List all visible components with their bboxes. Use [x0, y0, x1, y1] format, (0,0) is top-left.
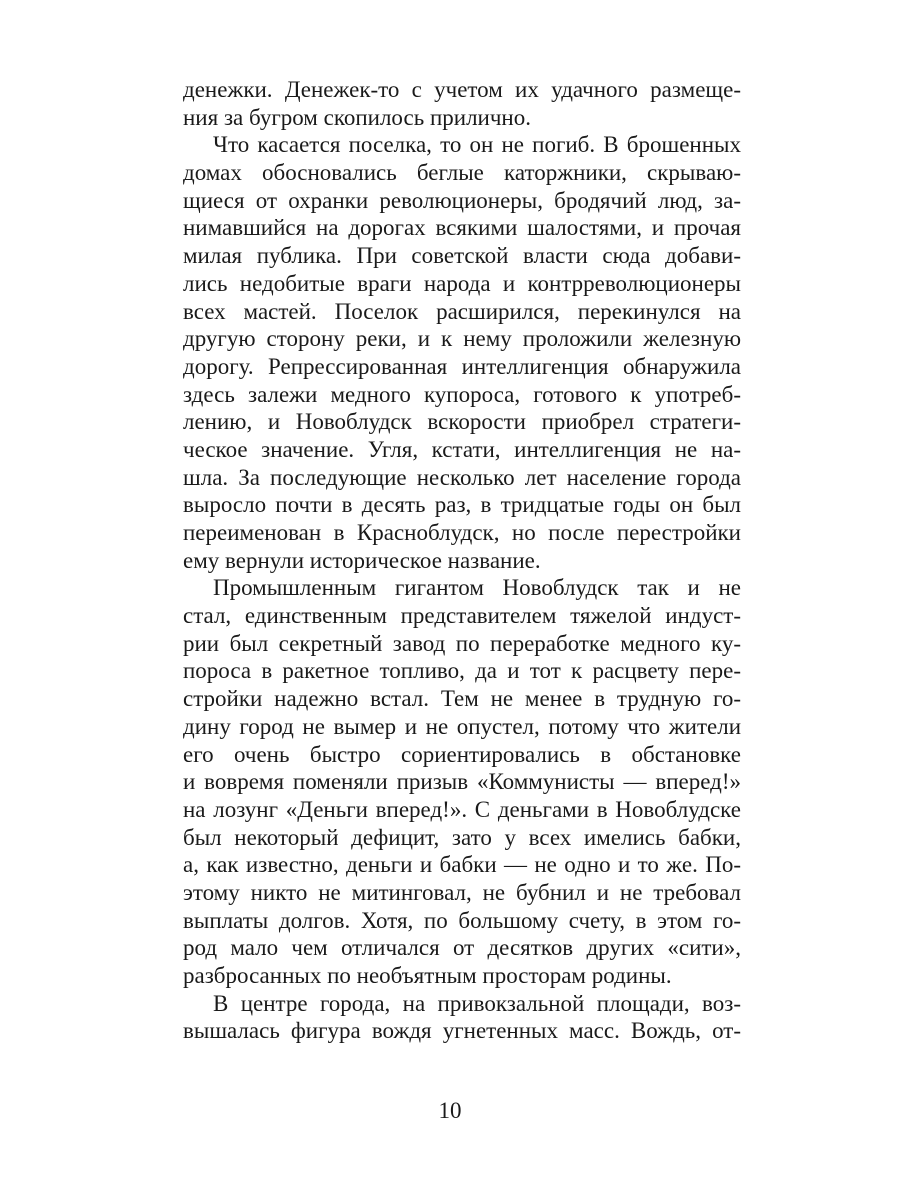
text-line: стал, единственным представителем тяжелой индуст-: [183, 603, 741, 629]
text-line: лению, и Новоблудск вскорости приобрел стратеги-: [183, 409, 741, 435]
text-line: денежки. Денежек-то с учетом их удачного размеще-: [183, 77, 741, 102]
text-line: этому никто не митинговал, не бубнил и не требовал: [183, 879, 741, 905]
text-line: был некоторый дефицит, зато у всех имелись бабки,: [183, 824, 741, 850]
text-line: щиеся от охранки революционеры, бродячий люд, за-: [183, 187, 741, 213]
text-line: переименован в Красноблудск, но после перестройки: [183, 520, 741, 545]
text-line: ния за бугром скопилось прилично.: [183, 104, 531, 130]
text-line: дорогу. Репрессированная интеллигенция обнаружила: [183, 353, 741, 379]
text-line: лись недобитые враги народа и контрреволюционеры: [183, 270, 741, 296]
text-line: и вовремя поменяли призыв «Коммунисты — вперед!»: [183, 769, 741, 795]
text-line: разбросанных по необъятным просторам родины.: [183, 963, 672, 988]
text-line: Промышленным гигантом Новоблудск так и не: [213, 575, 741, 601]
text-line: его очень быстро сориентировались в обстановке: [183, 741, 741, 767]
text-line: рии был секретный завод по переработке медного ку-: [183, 630, 741, 656]
text-line: Что касается поселка, то он не погиб. В брошенных: [213, 132, 741, 158]
text-line: домах обосновались беглые каторжники, скрываю-: [183, 160, 741, 186]
text-line: дину город не вымер и не опустел, потому что жители: [183, 713, 741, 739]
text-line: а, как известно, деньги и бабки — не одно и то же. По-: [183, 852, 741, 878]
text-line: вышалась фигура вождя угнетенных масс. Вождь, от-: [183, 1018, 741, 1044]
text-line: ему вернули историческое название.: [183, 547, 541, 573]
text-line: род мало чем отличался от десятков других «сити»,: [183, 935, 741, 961]
text-line: нимавшийся на дорогах всякими шалостями, и прочая: [183, 215, 741, 241]
body-text: [183, 76, 741, 1045]
text-line: выплаты долгов. Хотя, по большому счету, в этом го-: [183, 907, 741, 933]
page-number: 10: [438, 1098, 462, 1123]
text-line: всех мастей. Поселок расширился, перекинулся на: [183, 298, 741, 324]
text-line: шла. За последующие несколько лет население города: [183, 464, 741, 490]
text-line: пороса в ракетное топливо, да и тот к расцвету пере-: [183, 658, 741, 684]
text-line: на лозунг «Деньги вперед!». С деньгами в Новоблудске: [183, 796, 741, 822]
text-line: другую сторону реки, и к нему проложили железную: [183, 326, 741, 352]
text-line: здесь залежи медного купороса, готового к употреб-: [183, 381, 741, 407]
text-line: В центре города, на привокзальной площади, воз-: [213, 990, 741, 1016]
text-line: выросло почти в десять раз, в тридцатые годы он был: [183, 492, 741, 518]
text-line: ческое значение. Угля, кстати, интеллигенция не на-: [183, 436, 741, 462]
text-line: стройки надежно встал. Тем не менее в трудную го-: [183, 686, 741, 712]
text-line: милая публика. При советской власти сюда добави-: [183, 243, 741, 269]
